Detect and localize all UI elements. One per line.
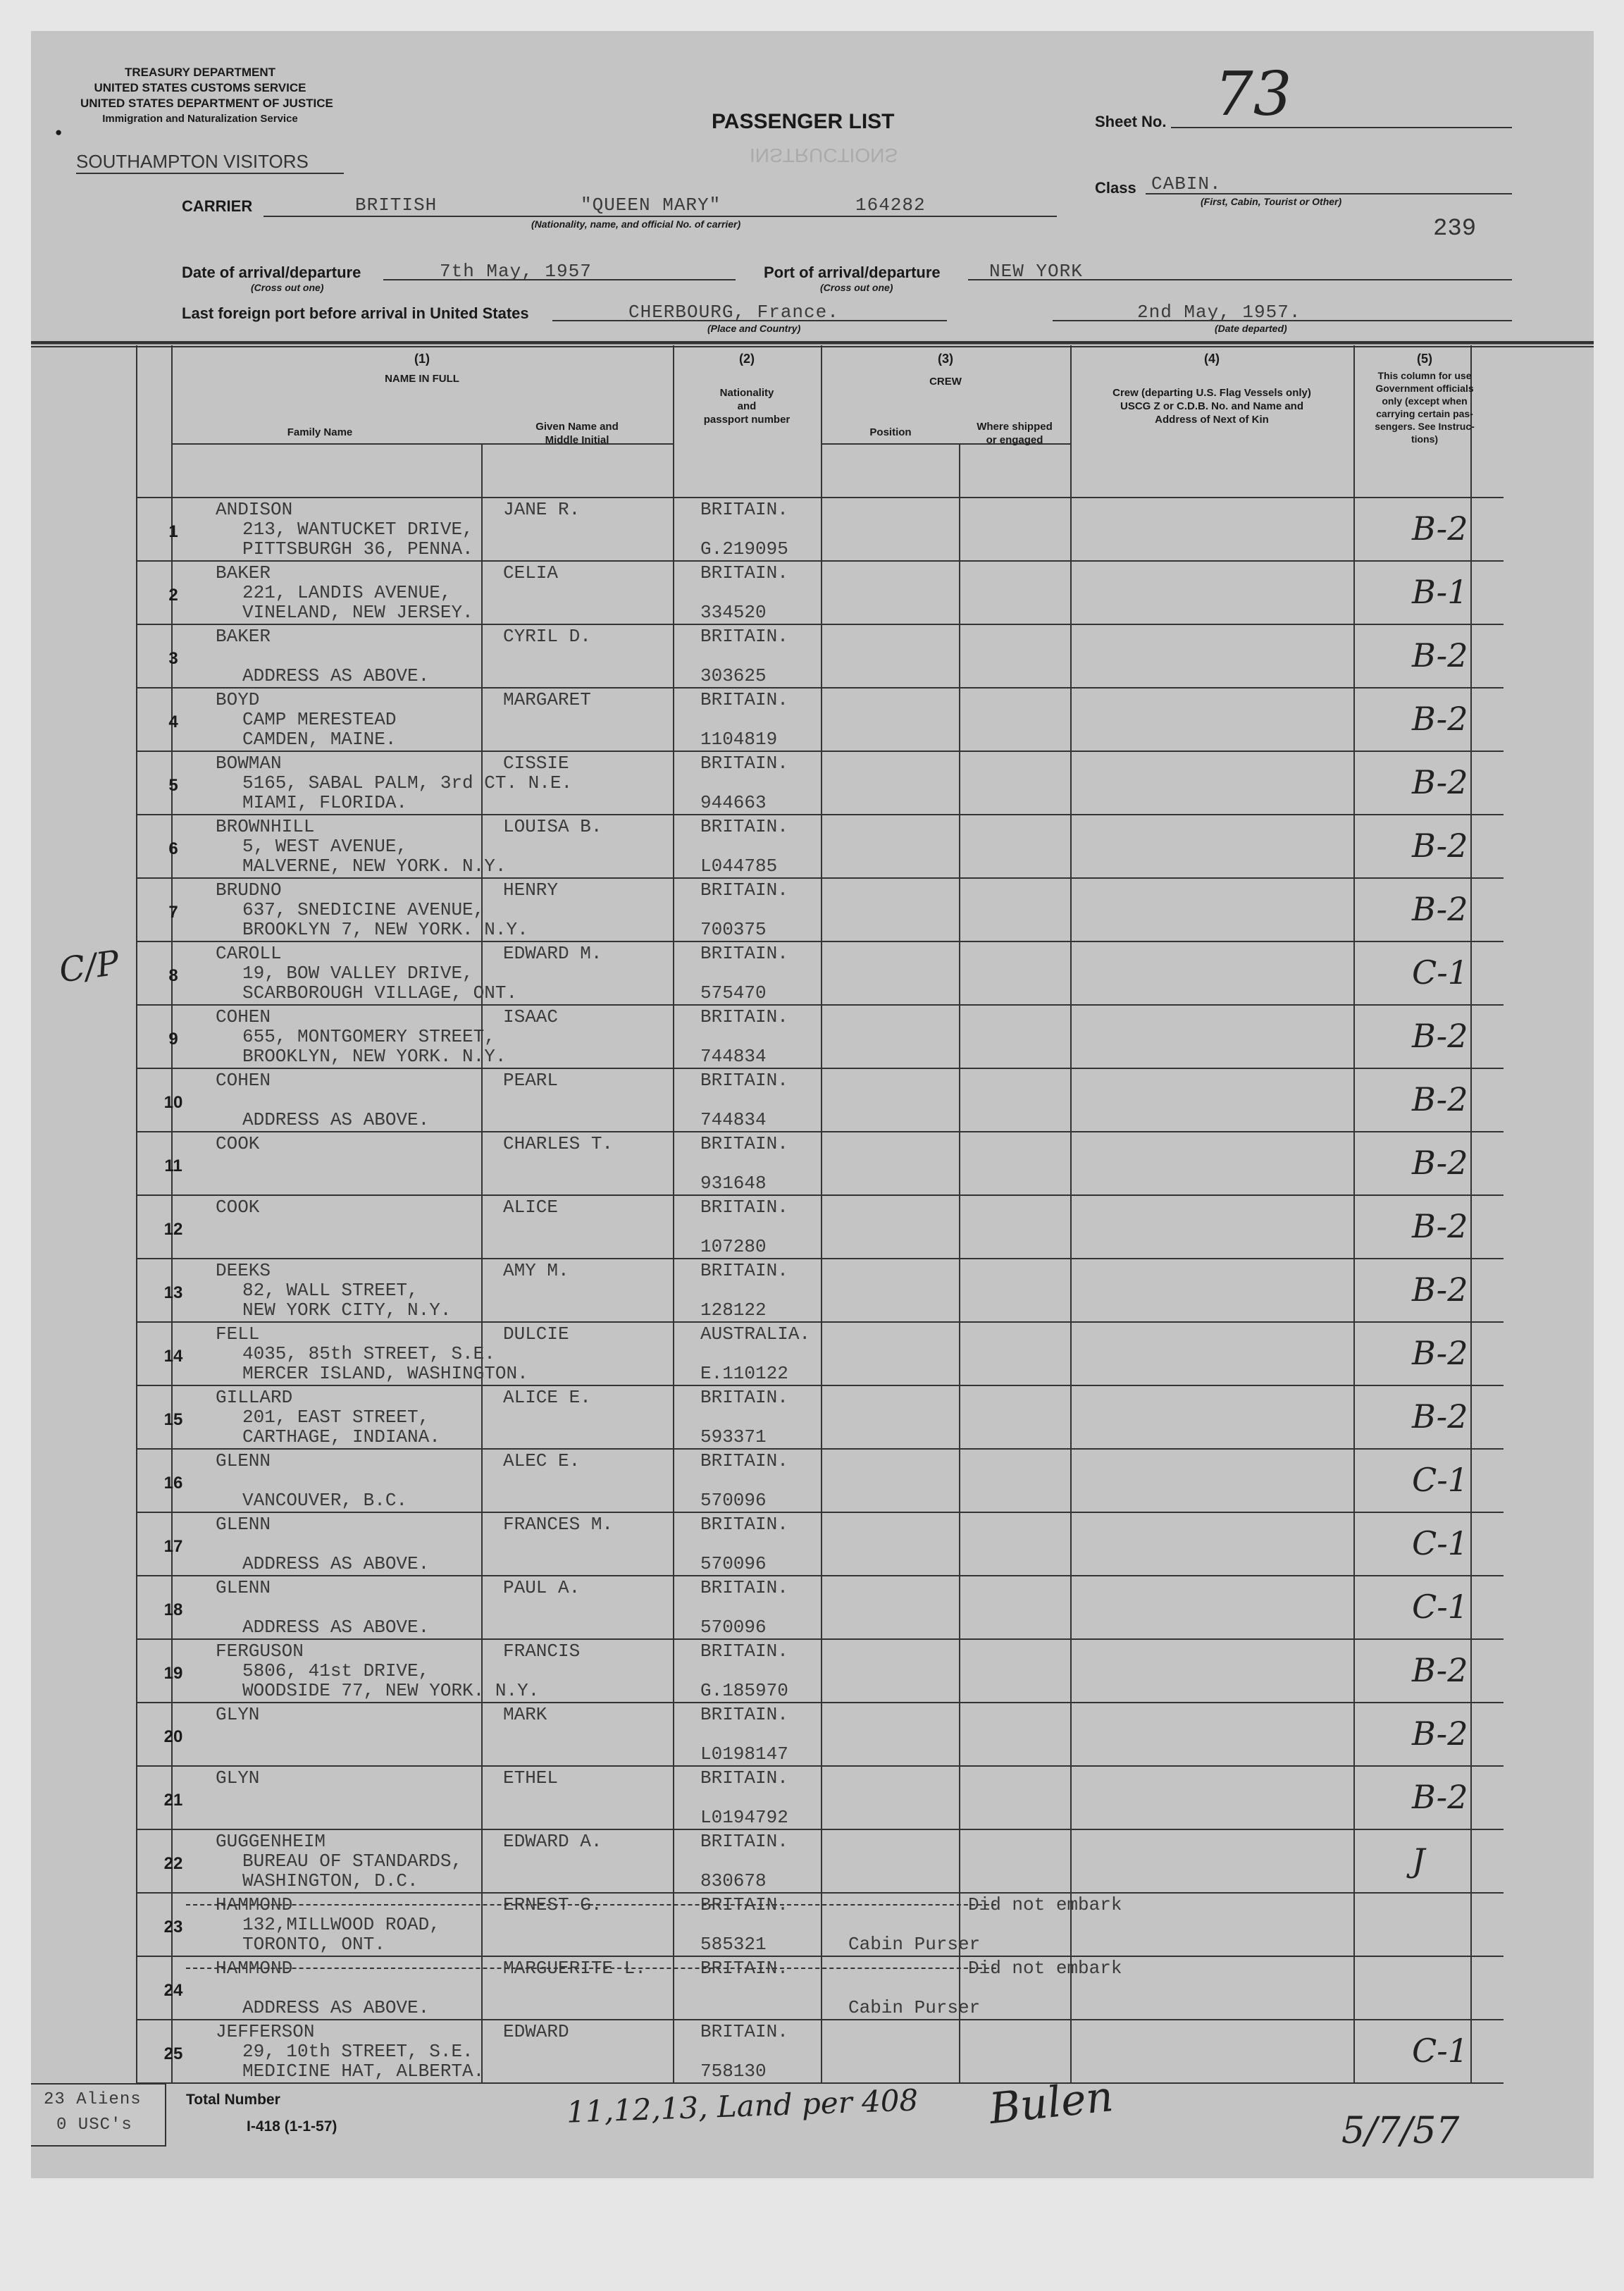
- given-name: ETHEL: [503, 1767, 559, 1789]
- class-value: CABIN.: [1151, 173, 1222, 194]
- family-name: GLYN: [216, 1767, 260, 1789]
- visa-class-mark: B-2: [1412, 1651, 1468, 1689]
- passport-number: 593371: [700, 1426, 767, 1447]
- passport-number: 585321: [700, 1934, 767, 1955]
- row-number: 1: [168, 522, 178, 541]
- nationality: BRITAIN.: [700, 1260, 788, 1281]
- family-name: JEFFERSON: [216, 2021, 315, 2042]
- col3-title: CREW: [929, 376, 962, 388]
- given-name: AMY M.: [503, 1260, 569, 1281]
- passenger-list-sheet: [31, 31, 1594, 2178]
- agency-line-4: Immigration and Naturalization Service: [102, 113, 298, 125]
- where-header-line-2: or engaged: [986, 434, 1043, 446]
- visa-class-mark: B-2: [1412, 1397, 1468, 1435]
- address-line-2: ADDRESS AS ABOVE.: [242, 665, 430, 686]
- visa-class-mark: B-2: [1412, 1017, 1468, 1055]
- col5-num: (5): [1417, 352, 1432, 366]
- address-line-1: 4035, 85th STREET, S.E.: [242, 1343, 495, 1364]
- agency-block: [80, 65, 333, 127]
- visitors-label: SOUTHAMPTON VISITORS: [76, 151, 344, 174]
- nationality: BRITAIN.: [700, 1006, 788, 1027]
- nationality: BRITAIN.: [700, 1641, 788, 1662]
- visa-class-mark: B-2: [1412, 510, 1468, 548]
- address-line-2: MIAMI, FLORIDA.: [242, 792, 408, 813]
- class-caption: (First, Cabin, Tourist or Other): [1201, 196, 1342, 207]
- family-name: CAROLL: [216, 943, 282, 964]
- given-name: EDWARD: [503, 2021, 569, 2042]
- row-number: 22: [163, 1854, 183, 1873]
- family-name: BAKER: [216, 626, 271, 647]
- given-name: HENRY: [503, 879, 559, 901]
- given-name: EDWARD M.: [503, 943, 602, 964]
- date-caption: (Cross out one): [251, 282, 324, 293]
- row-number: 11: [164, 1156, 182, 1175]
- nationality: BRITAIN.: [700, 1070, 788, 1091]
- passport-number: L044785: [700, 856, 778, 877]
- carrier-caption: (Nationality, name, and official No. of carrier): [531, 218, 741, 230]
- given-name: PEARL: [503, 1070, 559, 1091]
- crew-note-did-not-embark: Did not embark: [968, 1894, 1122, 1915]
- row-number: 15: [163, 1410, 183, 1429]
- address-line-2: ADDRESS AS ABOVE.: [242, 1553, 430, 1574]
- family-name: BOYD: [216, 689, 260, 710]
- family-name: COHEN: [216, 1070, 271, 1091]
- col4-title-line-1: Crew (departing U.S. Flag Vessels only): [1112, 387, 1311, 399]
- row-number: 16: [163, 1474, 183, 1493]
- handwritten-note: 11,12,13, Land per 408: [566, 2082, 919, 2130]
- port-value: NEW YORK: [989, 261, 1083, 282]
- address-line-1: 5806, 41st DRIVE,: [242, 1660, 430, 1681]
- visa-class-mark: B-2: [1412, 1778, 1468, 1816]
- bullet-dot: ●: [55, 125, 63, 139]
- page-number: 239: [1433, 216, 1477, 242]
- nationality: BRITAIN.: [700, 879, 788, 901]
- nationality: BRITAIN.: [700, 816, 788, 837]
- last-port-caption: (Place and Country): [707, 323, 801, 334]
- sheet-label: Sheet No.: [1095, 113, 1167, 130]
- visa-class-mark: C-1: [1412, 1461, 1469, 1499]
- address-line-2: CARTHAGE, INDIANA.: [242, 1426, 440, 1447]
- address-line-2: MERCER ISLAND, WASHINGTON.: [242, 1363, 528, 1384]
- crew-note-cabin-purser: Cabin Purser: [848, 1934, 981, 1955]
- address-line-1: 221, LANDIS AVENUE,: [242, 582, 452, 603]
- address-line-1: 132,MILLWOOD ROAD,: [242, 1914, 440, 1935]
- visa-class-mark: C-1: [1412, 2032, 1469, 2070]
- given-name: JANE R.: [503, 499, 581, 520]
- passport-number: 744834: [700, 1046, 767, 1067]
- col4-title-line-2: USCG Z or C.D.B. No. and Name and: [1120, 400, 1304, 412]
- address-line-2: ADDRESS AS ABOVE.: [242, 1617, 430, 1638]
- nationality: BRITAIN.: [700, 689, 788, 710]
- address-line-2: BROOKLYN, NEW YORK. N.Y.: [242, 1046, 507, 1067]
- row-number: 23: [163, 1918, 183, 1937]
- passport-number: 931648: [700, 1173, 767, 1194]
- col5-title-line-5: sengers. See Instruc-: [1375, 421, 1475, 432]
- nationality: AUSTRALIA.: [700, 1323, 811, 1345]
- nationality: BRITAIN.: [700, 1133, 788, 1154]
- address-line-1: 5165, SABAL PALM, 3rd CT. N.E.: [242, 772, 573, 793]
- alien-count-box: [31, 2083, 166, 2147]
- row-number: 19: [163, 1664, 183, 1683]
- form-number: I-418 (1-1-57): [247, 2118, 337, 2135]
- address-line-2: NEW YORK CITY, N.Y.: [242, 1299, 452, 1321]
- row-number: 5: [168, 776, 178, 795]
- agency-line-2: UNITED STATES CUSTOMS SERVICE: [94, 81, 306, 94]
- given-name: CHARLES T.: [503, 1133, 614, 1154]
- visa-class-mark: B-1: [1412, 573, 1468, 611]
- passport-number: 128122: [700, 1299, 767, 1321]
- given-name: ERNEST G.: [503, 1894, 602, 1915]
- col5-title-line-4: carrying certain pas-: [1376, 408, 1473, 419]
- address-line-2: WOODSIDE 77, NEW YORK. N.Y.: [242, 1680, 540, 1701]
- visa-class-mark: B-2: [1412, 1271, 1468, 1309]
- passport-number: 303625: [700, 665, 767, 686]
- col1-given-header: [482, 420, 672, 447]
- departed-value: 2nd May, 1957.: [1137, 302, 1301, 323]
- address-line-2: ADDRESS AS ABOVE.: [242, 1109, 430, 1130]
- col5-title: [1354, 369, 1495, 445]
- given-name: ALICE E.: [503, 1387, 591, 1408]
- last-port-value: CHERBOURG, France.: [628, 302, 839, 323]
- given-name: MARK: [503, 1704, 547, 1725]
- row-number: 2: [168, 586, 178, 605]
- col1-title: NAME IN FULL: [385, 373, 459, 385]
- family-name: GLENN: [216, 1450, 271, 1471]
- passport-number: 107280: [700, 1236, 767, 1257]
- usc-count: 0 USC's: [56, 2116, 132, 2135]
- row-number: 4: [168, 712, 178, 731]
- given-header-line-1: Given Name and: [535, 421, 619, 433]
- family-name: GLENN: [216, 1577, 271, 1598]
- row-number: 17: [163, 1537, 183, 1556]
- address-line-1: 5, WEST AVENUE,: [242, 836, 408, 857]
- visa-class-mark: B-2: [1412, 700, 1468, 738]
- visa-class-mark: B-2: [1412, 1334, 1468, 1372]
- col3-position-header: Position: [869, 426, 912, 438]
- departed-caption: (Date departed): [1215, 323, 1287, 334]
- family-name: DEEKS: [216, 1260, 271, 1281]
- address-line-1: 655, MONTGOMERY STREET,: [242, 1026, 495, 1047]
- agency-line-3: UNITED STATES DEPARTMENT OF JUSTICE: [80, 97, 333, 110]
- carrier-label: CARRIER: [182, 197, 253, 215]
- row-number: 3: [168, 649, 178, 668]
- nationality: BRITAIN.: [700, 1831, 788, 1852]
- visa-class-mark: C-1: [1412, 1524, 1469, 1562]
- strike-through-line: [186, 1968, 996, 1969]
- handwritten-date: 5/7/57: [1341, 2110, 1460, 2152]
- nationality: BRITAIN.: [700, 499, 788, 520]
- col5-title-line-1: This column for use: [1377, 370, 1472, 381]
- passport-number: E.110122: [700, 1363, 788, 1384]
- given-name: CYRIL D.: [503, 626, 591, 647]
- given-name: ISAAC: [503, 1006, 559, 1027]
- nationality: BRITAIN.: [700, 1197, 788, 1218]
- given-name: DULCIE: [503, 1323, 569, 1345]
- address-line-2: CAMDEN, MAINE.: [242, 729, 397, 750]
- address-line-2: BROOKLYN 7, NEW YORK. N.Y.: [242, 919, 528, 940]
- address-line-2: VANCOUVER, B.C.: [242, 1490, 408, 1511]
- col5-title-line-6: tions): [1411, 433, 1439, 445]
- col2-title-line-3: passport number: [703, 414, 791, 426]
- family-name: HAMMOND: [216, 1958, 293, 1979]
- col3-where-header: [960, 420, 1070, 447]
- row-number: 7: [168, 903, 178, 922]
- passport-number: 334520: [700, 602, 767, 623]
- nationality: BRITAIN.: [700, 1387, 788, 1408]
- row-number: 18: [163, 1600, 183, 1619]
- family-name: COHEN: [216, 1006, 271, 1027]
- carrier-official-no: 164282: [855, 194, 926, 216]
- address-line-1: 82, WALL STREET,: [242, 1280, 419, 1301]
- date-value: 7th May, 1957: [440, 261, 592, 282]
- visa-class-mark: B-2: [1412, 827, 1468, 865]
- visa-class-mark: B-2: [1412, 1207, 1468, 1245]
- officer-signature: Bulen: [986, 2071, 1116, 2135]
- row-number: 13: [163, 1283, 183, 1302]
- nationality: BRITAIN.: [700, 1450, 788, 1471]
- passport-number: L0194792: [700, 1807, 788, 1828]
- family-name: GLENN: [216, 1514, 271, 1535]
- given-name: FRANCIS: [503, 1641, 581, 1662]
- family-name: COOK: [216, 1133, 260, 1154]
- nationality: BRITAIN.: [700, 1958, 788, 1979]
- carrier-line: [264, 216, 1057, 217]
- given-header-line-2: Middle Initial: [545, 434, 609, 446]
- crew-note-cabin-purser: Cabin Purser: [848, 1997, 981, 2018]
- carrier-name: "QUEEN MARY": [581, 194, 721, 216]
- given-name: FRANCES M.: [503, 1514, 614, 1535]
- col2-title-line-1: Nationality: [719, 387, 774, 399]
- address-line-2: WASHINGTON, D.C.: [242, 1870, 419, 1891]
- family-name: BROWNHILL: [216, 816, 315, 837]
- row-number: 10: [163, 1093, 183, 1112]
- page-title: PASSENGER LIST: [712, 110, 895, 133]
- given-name: CELIA: [503, 562, 559, 583]
- passport-number: L0198147: [700, 1743, 788, 1765]
- row-number: 9: [168, 1030, 178, 1049]
- nationality: BRITAIN.: [700, 2021, 788, 2042]
- col2-num: (2): [739, 352, 755, 366]
- sheet-number: 73: [1215, 59, 1292, 130]
- col4-title: [1071, 386, 1353, 426]
- given-name: ALEC E.: [503, 1450, 581, 1471]
- family-name: GILLARD: [216, 1387, 293, 1408]
- port-caption: (Cross out one): [820, 282, 893, 293]
- strike-through-line: [186, 1904, 996, 1906]
- visa-class-mark: B-2: [1412, 1080, 1468, 1118]
- nationality: BRITAIN.: [700, 1514, 788, 1535]
- family-name: FERGUSON: [216, 1641, 304, 1662]
- given-name: CISSIE: [503, 753, 569, 774]
- given-name: LOUISA B.: [503, 816, 602, 837]
- family-name: GLYN: [216, 1704, 260, 1725]
- passport-number: G.219095: [700, 538, 788, 560]
- family-name: BAKER: [216, 562, 271, 583]
- nationality: BRITAIN.: [700, 1894, 788, 1915]
- nationality: BRITAIN.: [700, 1767, 788, 1789]
- col2-title-line-2: and: [737, 400, 757, 412]
- family-name: GUGGENHEIM: [216, 1831, 326, 1852]
- passport-number: 758130: [700, 2061, 767, 2082]
- margin-note: C/P: [56, 943, 122, 991]
- row-number: 20: [163, 1727, 183, 1746]
- address-line-2: ADDRESS AS ABOVE.: [242, 1997, 430, 2018]
- passport-number: 944663: [700, 792, 767, 813]
- address-line-2: MALVERNE, NEW YORK. N.Y.: [242, 856, 507, 877]
- col3-num: (3): [938, 352, 953, 366]
- address-line-1: 201, EAST STREET,: [242, 1407, 430, 1428]
- col1-num: (1): [414, 352, 430, 366]
- passport-number: 830678: [700, 1870, 767, 1891]
- given-name: MARGUERITE L.: [503, 1958, 646, 1979]
- col5-title-line-3: only (except when: [1382, 395, 1468, 407]
- given-name: EDWARD A.: [503, 1831, 602, 1852]
- row-number: 25: [163, 2044, 183, 2063]
- visa-class-mark: B-2: [1412, 1715, 1468, 1753]
- visa-class-mark: B-2: [1412, 1144, 1468, 1182]
- nationality: BRITAIN.: [700, 1577, 788, 1598]
- visa-class-mark: C-1: [1412, 1588, 1469, 1626]
- visa-class-mark: B-2: [1412, 890, 1468, 928]
- address-line-1: 637, SNEDICINE AVENUE,: [242, 899, 485, 920]
- last-port-label: Last foreign port before arrival in United States: [182, 304, 529, 322]
- row-number: 24: [163, 1981, 183, 2000]
- address-line-2: VINELAND, NEW JERSEY.: [242, 602, 473, 623]
- nationality: BRITAIN.: [700, 562, 788, 583]
- agency-line-1: TREASURY DEPARTMENT: [124, 66, 276, 79]
- passenger-table: [31, 341, 1594, 2089]
- address-line-1: 19, BOW VALLEY DRIVE,: [242, 963, 473, 984]
- col4-title-line-3: Address of Next of Kin: [1155, 414, 1269, 426]
- visa-class-mark: J: [1412, 1841, 1425, 1879]
- nationality: BRITAIN.: [700, 1704, 788, 1725]
- visa-class-mark: B-2: [1412, 636, 1468, 674]
- address-line-1: CAMP MERESTEAD: [242, 709, 397, 730]
- address-line-1: BUREAU OF STANDARDS,: [242, 1851, 463, 1872]
- class-label: Class: [1095, 179, 1136, 197]
- nationality: BRITAIN.: [700, 943, 788, 964]
- col4-num: (4): [1204, 352, 1220, 366]
- visa-class-mark: B-2: [1412, 763, 1468, 801]
- address-line-2: MEDICINE HAT, ALBERTA.: [242, 2061, 485, 2082]
- passport-number: 575470: [700, 982, 767, 1004]
- family-name: BRUDNO: [216, 879, 282, 901]
- port-label: Port of arrival/departure: [764, 264, 941, 281]
- address-line-2: TORONTO, ONT.: [242, 1934, 385, 1955]
- row-number: 8: [168, 966, 178, 985]
- row-number: 12: [163, 1220, 183, 1239]
- row-number: 21: [163, 1791, 183, 1810]
- passport-number: 700375: [700, 919, 767, 940]
- family-name: ANDISON: [216, 499, 293, 520]
- passport-number: G.185970: [700, 1680, 788, 1701]
- row-number: 14: [163, 1347, 183, 1366]
- address-line-2: SCARBOROUGH VILLAGE, ONT.: [242, 982, 518, 1004]
- col1-family-header: Family Name: [287, 426, 353, 438]
- nationality: BRITAIN.: [700, 626, 788, 647]
- passport-number: 570096: [700, 1617, 767, 1638]
- given-name: PAUL A.: [503, 1577, 581, 1598]
- given-name: MARGARET: [503, 689, 591, 710]
- col2-title: [674, 386, 820, 426]
- col5-title-line-2: Government officials: [1375, 383, 1474, 394]
- given-name: ALICE: [503, 1197, 559, 1218]
- family-name: BOWMAN: [216, 753, 282, 774]
- date-label: Date of arrival/departure: [182, 264, 361, 281]
- family-name: HAMMOND: [216, 1894, 293, 1915]
- faint-bleedthrough-title: INSTRUCTIONS: [750, 144, 898, 166]
- visa-class-mark: C-1: [1412, 953, 1469, 992]
- carrier-nationality: BRITISH: [355, 194, 438, 216]
- address-line-1: 213, WANTUCKET DRIVE,: [242, 519, 473, 540]
- row-number: 6: [168, 839, 178, 858]
- total-number-label: Total Number: [186, 2092, 280, 2108]
- nationality: BRITAIN.: [700, 753, 788, 774]
- where-header-line-1: Where shipped: [977, 421, 1053, 433]
- crew-note-did-not-embark: Did not embark: [968, 1958, 1122, 1979]
- address-line-1: 29, 10th STREET, S.E.: [242, 2041, 473, 2062]
- passport-number: 570096: [700, 1553, 767, 1574]
- family-name: FELL: [216, 1323, 260, 1345]
- passport-number: 744834: [700, 1109, 767, 1130]
- alien-count: 23 Aliens: [44, 2090, 142, 2109]
- passport-number: 1104819: [700, 729, 778, 750]
- passport-number: 570096: [700, 1490, 767, 1511]
- address-line-2: PITTSBURGH 36, PENNA.: [242, 538, 473, 560]
- family-name: COOK: [216, 1197, 260, 1218]
